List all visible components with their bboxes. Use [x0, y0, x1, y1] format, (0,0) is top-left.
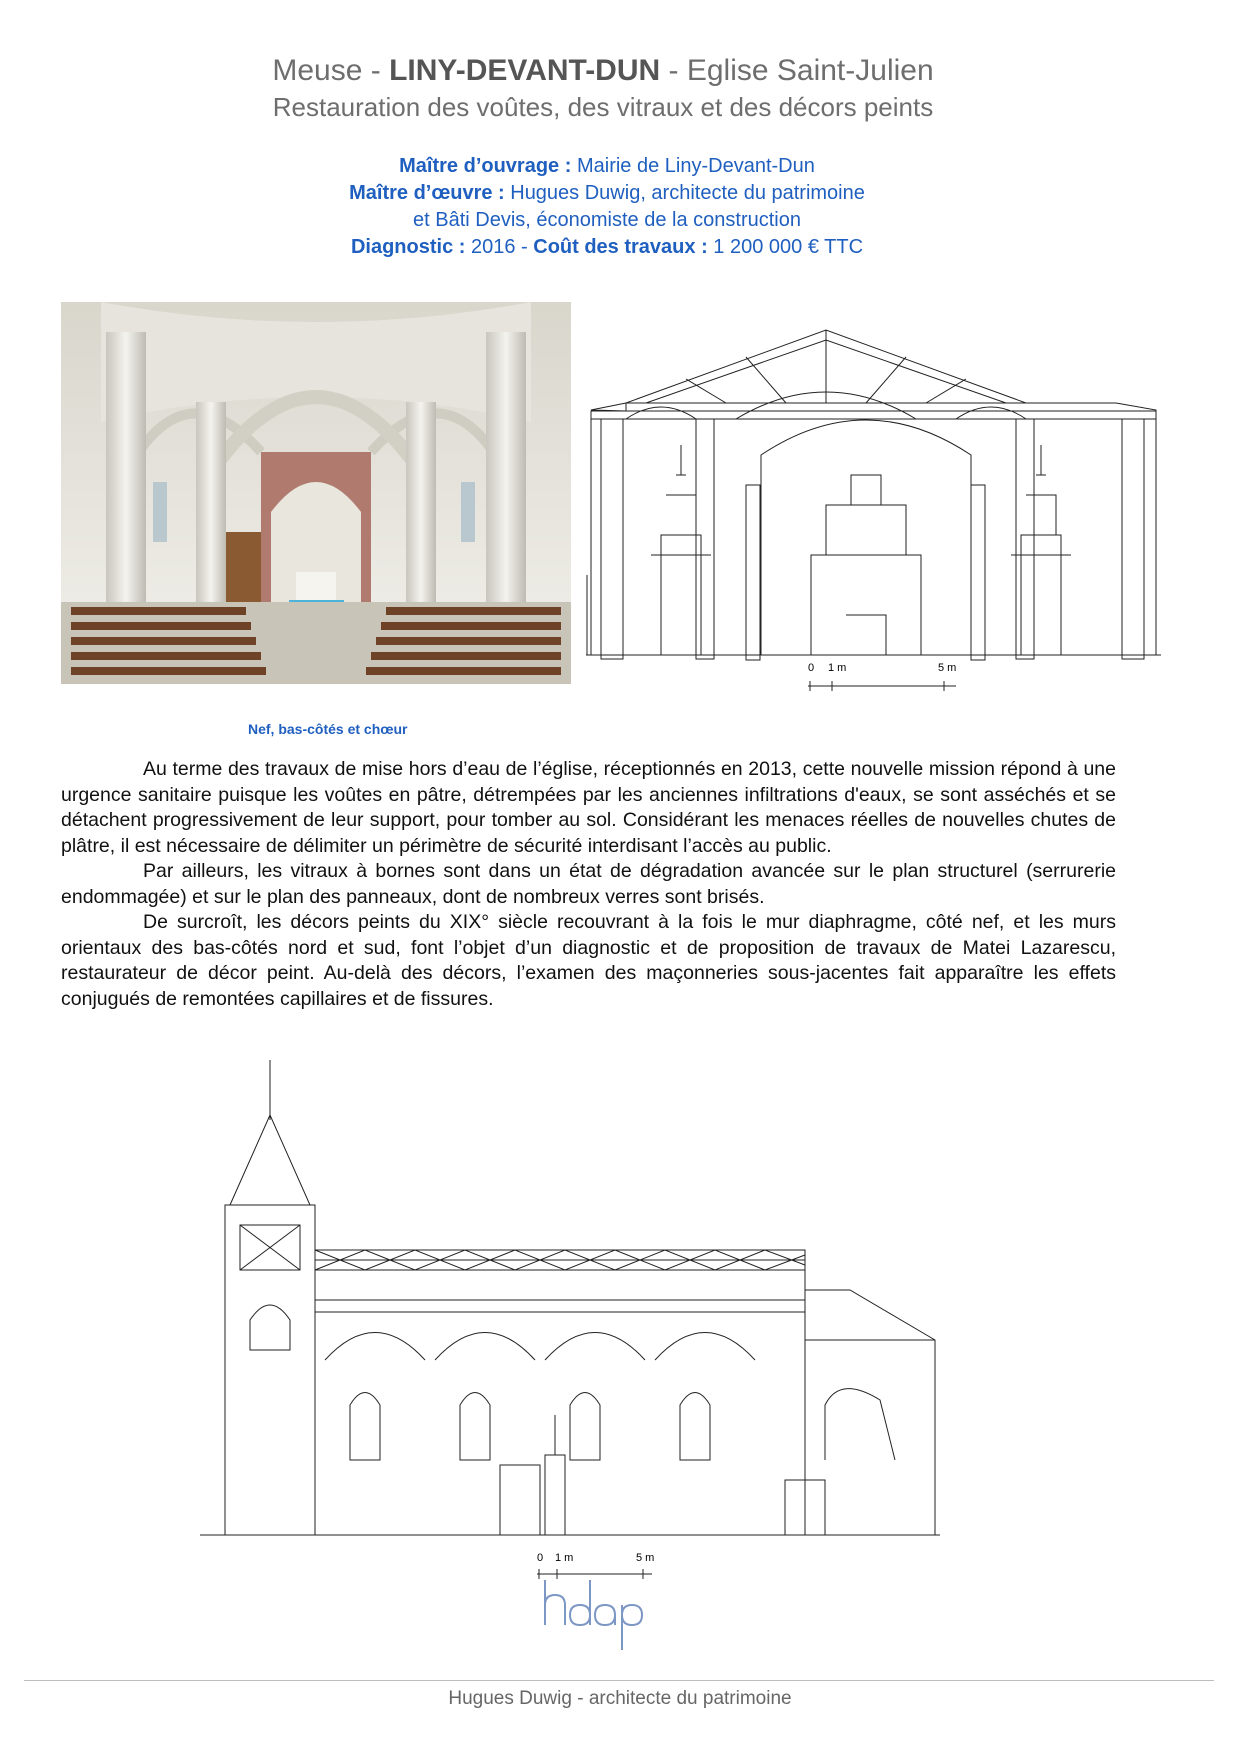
ouvrage-label: Maître d’ouvrage : [399, 155, 572, 177]
oeuvre-label: Maître d’œuvre : [349, 182, 505, 204]
scale-label-5m: 5 m [938, 662, 957, 674]
info-ouvrage [0, 153, 1214, 180]
scale-label-0: 0 [537, 1552, 544, 1564]
paragraph-3: De surcroît, les décors peints du XIX° siècle recouvrant à la fois le mur diaphragme, côté nef, et les murs orientaux des bas-côtés nord et sud, font l’objet d’un diagnostic et de proposition de travaux de Matei Lazarescu, restaurateur de décor peint. Au-delà des décors, l’examen des maçonneries sous-jacentes fait apparaître les effets conjugués de remontées capillaires et de fissures. [61, 911, 1116, 1010]
diagnostic-label: Diagnostic : [350, 236, 466, 258]
nave-photo [61, 302, 571, 684]
hdap-logo [540, 1580, 660, 1650]
page-subtitle: Restauration des voûtes, des vitraux et des décors peints [272, 92, 934, 122]
oeuvre-value: Hugues Duwig, architecte du patrimoine [504, 182, 865, 204]
header [0, 52, 1206, 124]
cout-value: 1 200 000 € TTC [707, 236, 864, 258]
project-info [0, 153, 1214, 261]
scale-bar-top [808, 662, 958, 702]
title-prefix: Meuse - [272, 54, 390, 87]
body-text [61, 757, 1116, 1012]
longitudinal-section-drawing [200, 1060, 940, 1560]
title-suffix: - Eglise Saint-Julien [660, 54, 934, 87]
title-town: LINY-DEVANT-DUN [389, 54, 661, 87]
footer: Hugues Duwig - architecte du patrimoine [448, 1688, 792, 1709]
photo-caption: Nef, bas-côtés et chœur [248, 721, 408, 737]
diagnostic-value: 2016 - [465, 236, 534, 258]
footer-rule [24, 1680, 1214, 1681]
info-diagnostic [0, 234, 1214, 261]
ouvrage-value: Mairie de Liny-Devant-Dun [571, 155, 815, 177]
scale-label-0: 0 [808, 662, 815, 674]
page-title [0, 52, 1206, 90]
scale-label-5m: 5 m [636, 1552, 655, 1564]
paragraph-2: Par ailleurs, les vitraux à bornes sont dans un état de dégradation avancée sur le plan structurel (serrurerie endommagée) et sur le plan des panneaux, dont de nombreux verres sont brisés. [61, 860, 1116, 908]
info-oeuvre-line2: et Bâti Devis, économiste de la construction [413, 209, 801, 231]
cout-label: Coût des travaux : [533, 236, 708, 258]
scale-label-1m: 1 m [828, 662, 847, 674]
cross-section-drawing [586, 315, 1161, 715]
info-oeuvre [0, 180, 1214, 207]
paragraph-1: Au terme des travaux de mise hors d’eau de l’église, réceptionnés en 2013, cette nouvelle mission répond à une urgence sanitaire puisque les voûtes en pâtre, détrempées par les anciennes infiltrations d'eaux, se sont asséchés et se détachent progressivement de leur support, pour tomber au sol. Considérant les menaces réelles de nouvelles chutes de plâtre, il est nécessaire de délimiter un périmètre de sécurité interdisant l’accès au public. [61, 758, 1116, 857]
scale-label-1m: 1 m [555, 1552, 574, 1564]
